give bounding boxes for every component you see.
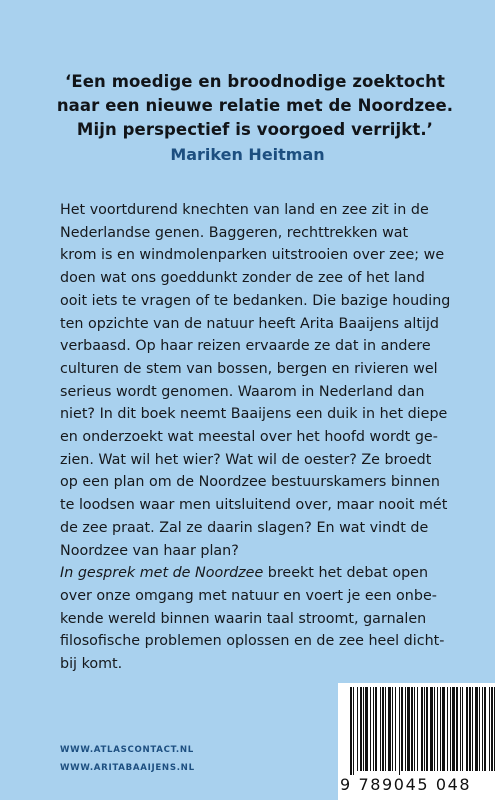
barcode-bars (338, 683, 495, 775)
blurb-line: over onze omgang met natuur en voert je een onbe- (60, 587, 437, 604)
blurb-line: doen wat ons goeddunkt zonder de zee of het land (60, 270, 425, 287)
blurb-line: de zee praat. Zal ze daarin slagen? En wat vindt de (60, 519, 429, 536)
publisher-url[interactable]: WWW.ATLASCONTACT.NL (60, 745, 194, 755)
barcode-bar (392, 687, 393, 771)
barcode-bar (411, 687, 413, 771)
barcode-bar (405, 687, 406, 771)
barcode-bar (430, 687, 433, 771)
quote-line: Mijn perspectief is voorgoed verrijkt.’ (76, 120, 434, 139)
barcode-bar (385, 687, 386, 771)
book-title: In gesprek met de Noordzee (60, 565, 264, 582)
author-url[interactable]: WWW.ARITABAAIJENS.NL (60, 763, 195, 773)
barcode-bar (373, 687, 374, 771)
quote-line: naar een nieuwe relatie met de Noordzee. (56, 96, 454, 115)
barcode-bar (365, 687, 368, 771)
blurb-line (60, 562, 460, 585)
barcode-bar (401, 687, 403, 771)
barcode-bar (414, 687, 415, 771)
endorsement-quote (40, 70, 470, 142)
barcode-bar (475, 687, 478, 771)
barcode-bar (482, 687, 483, 771)
isbn-number: 9 789045 048 (340, 775, 472, 794)
blurb-line: Nederlandse genen. Baggeren, rechttrekken wat (60, 224, 409, 241)
barcode-bar (489, 687, 490, 771)
barcode-bar (395, 687, 396, 771)
barcode-bar (350, 687, 352, 775)
blurb-line-rest: breekt het debat open (263, 565, 428, 582)
barcode-bar (456, 687, 458, 771)
blurb-text (60, 199, 460, 676)
barcode-bar (460, 687, 461, 771)
blurb-line: Het voortdurend knechten van land en zee zit in de (60, 202, 429, 218)
blurb-line: en onderzoekt wat meestal over het hoofd wordt ge- (60, 429, 438, 446)
barcode-bar (426, 687, 428, 771)
blurb-line: te loodsen waar men uitsluitend over, maar nooit mét (60, 497, 448, 514)
barcode-bar (399, 687, 400, 775)
website-list (60, 741, 195, 777)
barcode-bar (434, 687, 435, 771)
barcode-bar (484, 687, 486, 771)
barcode-bar (375, 687, 377, 771)
blurb-line: kende wereld binnen waarin taal stroomt, garnalen (60, 610, 427, 627)
barcode-bar (462, 687, 463, 771)
barcode-bar (363, 687, 364, 771)
barcode-bar (407, 687, 410, 771)
barcode-bar (440, 687, 441, 771)
blurb-line: Noordzee van haar plan? (60, 542, 239, 559)
barcode-bar (442, 687, 445, 771)
blurb-line: ooit iets te vragen of te bedanken. Die bazige houding (60, 292, 451, 309)
blurb-line: culturen de stem van bossen, bergen en rivieren wel (60, 360, 438, 377)
blurb-line: bij komt. (60, 656, 123, 673)
barcode-bar (437, 687, 438, 771)
blurb-line: verbaasd. Op haar reizen ervaarde ze dat in andere (60, 338, 431, 355)
barcode-bar (380, 687, 381, 771)
blurb-line: op een plan om de Noordzee bestuurskamers binnen (60, 474, 440, 491)
barcode-bar (491, 687, 493, 771)
barcode-bar (472, 687, 473, 771)
barcode-bar (452, 687, 455, 771)
barcode-bar (382, 687, 384, 771)
blurb-line: zien. Wat wil het wier? Wat wil de oester? Ze broedt (60, 451, 432, 468)
blurb-line: ten opzichte van de natuur heeft Arita Baaijens altijd (60, 315, 439, 332)
barcode-bar (417, 687, 418, 771)
barcode-bar (447, 687, 448, 771)
barcode-bar (357, 687, 358, 771)
quote-line: ‘Een moedige en broodnodige zoektocht (64, 72, 445, 91)
blurb-line: filosofische problemen oplossen en de zee heel dicht- (60, 633, 445, 650)
barcode-bar (388, 687, 391, 771)
barcode-bar (450, 687, 451, 771)
isbn-barcode (338, 683, 495, 800)
blurb-line: krom is en windmolenparken uitstrooien over zee; we (60, 247, 445, 264)
barcode-bar (424, 687, 425, 771)
barcode-bar (469, 687, 471, 771)
quote-author: Mariken Heitman (170, 145, 325, 164)
barcode-bar (360, 687, 362, 771)
barcode-bar (353, 687, 354, 775)
blurb-line: serieus wordt genomen. Waarom in Nederland dan (60, 383, 425, 400)
blurb-line: niet? In dit boek neemt Baaijens een duik in het diepe (60, 406, 448, 423)
barcode-bar (466, 687, 468, 771)
barcode-bar (370, 687, 371, 771)
barcode-bar (421, 687, 423, 771)
barcode-bar (479, 687, 480, 771)
